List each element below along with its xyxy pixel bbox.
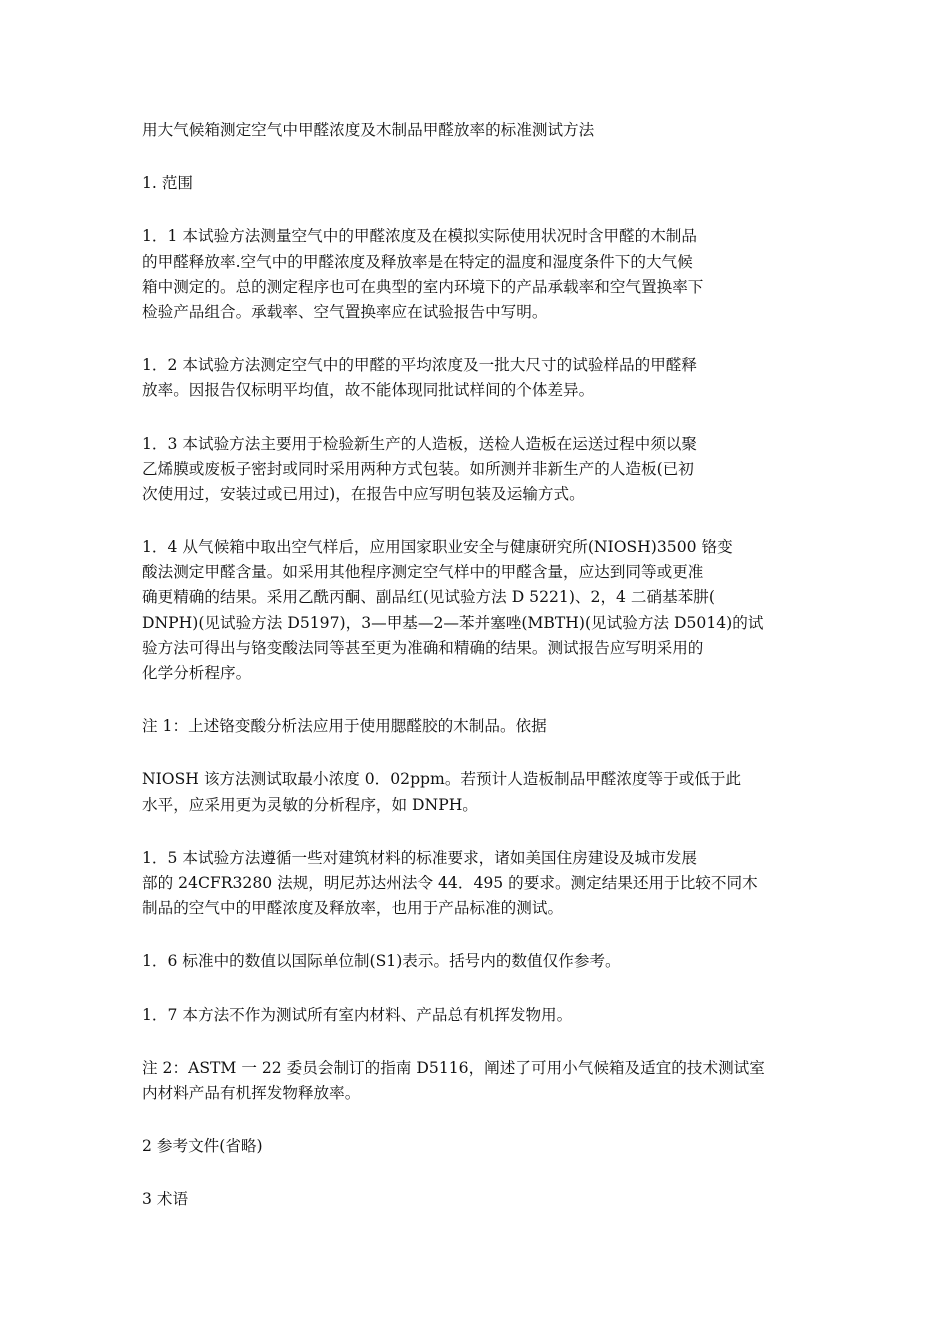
section-heading [142,1134,792,1159]
text-line: 的甲醛释放率.空气中的甲醛浓度及释放率是在特定的温度和湿度条件下的大气候 [142,252,693,271]
body-paragraph [142,1003,792,1028]
text-line: 箱中测定的。总的测定程序也可在典型的室内环境下的产品承载率和空气置换率下 [142,277,704,296]
body-paragraph [142,353,792,403]
text-line: DNPH)(见试验方法 D5197)，3—甲基—2—苯并塞唑(MBTH)(见试验方法 D5014)的试 [142,613,764,632]
body-paragraph [142,535,792,686]
text-line: 放率。因报告仅标明平均值，故不能体现同批试样间的个体差异。 [142,381,595,400]
text-line: 确更精确的结果。采用乙酰丙酮、副品红(见试验方法 D 5221)、2，4 二硝基苯肼( [142,588,715,607]
text-line: 酸法测定甲醛含量。如采用其他程序测定空气样中的甲醛含量，应达到同等或更准 [142,563,704,582]
note-paragraph [142,1056,792,1106]
text-line: 2 参考文件(省略) [142,1137,263,1156]
text-line: 注 2：ASTM 一 22 委员会制订的指南 D5116，阐述了可用小气候箱及适宜的技术测试室 [142,1058,765,1077]
text-line: 验方法可得出与铬变酸法同等甚至更为准确和精确的结果。测试报告应写明采用的 [142,638,704,657]
note-paragraph [142,767,792,817]
text-line: 注 1：上述铬变酸分析法应用于使用腮醛胶的木制品。依据 [142,717,547,736]
body-paragraph [142,224,792,325]
text-line: 用大气候箱测定空气中甲醛浓度及木制品甲醛放率的标准测试方法 [142,121,595,139]
text-line: 1．3 本试验方法主要用于检验新生产的人造板，送检人造板在运送过程中须以聚 [142,434,697,453]
document-page [142,118,792,1240]
text-line: NIOSH 该方法测试取最小浓度 0．02ppm。若预计人造板制品甲醛浓度等于或低于此 [142,770,742,789]
text-line: 乙烯膜或废板子密封或同时采用两种方式包装。如所测并非新生产的人造板(已初 [142,459,694,478]
note-paragraph [142,714,792,739]
text-line: 1. 范围 [142,174,194,193]
text-line: 1．5 本试验方法遵循一些对建筑材料的标准要求，诸如美国住房建设及城市发展 [142,848,697,867]
text-line: 次使用过，安装过或已用过)，在报告中应写明包装及运输方式。 [142,484,585,503]
section-heading [142,1187,792,1212]
body-paragraph [142,846,792,922]
text-line: 1．6 标准中的数值以国际单位制(S1)表示。括号内的数值仅作参考。 [142,952,621,971]
text-line: 1．7 本方法不作为测试所有室内材料、产品总有机挥发物用。 [142,1005,573,1024]
text-line: 1．2 本试验方法测定空气中的甲醛的平均浓度及一批大尺寸的试验样品的甲醛释 [142,356,697,375]
text-line: 1．1 本试验方法测量空气中的甲醛浓度及在模拟实际使用状况时含甲醛的木制品 [142,227,697,246]
text-line: 部的 24CFR3280 法规，明尼苏达州法令 44．495 的要求。测定结果还用于比较不同木 [142,873,758,892]
text-line: 内材料产品有机挥发物释放率。 [142,1083,361,1102]
body-paragraph [142,949,792,974]
text-line: 检验产品组合。承载率、空气置换率应在试验报告中写明。 [142,302,548,321]
body-paragraph [142,432,792,508]
text-line: 水平，应采用更为灵敏的分析程序，如 DNPH。 [142,795,478,814]
section-heading [142,171,792,196]
document-title [142,118,792,143]
document-body [142,118,792,1212]
text-line: 化学分析程序。 [142,664,252,682]
text-line: 3 术语 [142,1190,189,1209]
text-line: 制品的空气中的甲醛浓度及释放率，也用于产品标准的测试。 [142,899,564,918]
text-line: 1．4 从气候箱中取出空气样后，应用国家职业安全与健康研究所(NIOSH)3500 铬变 [142,538,733,557]
